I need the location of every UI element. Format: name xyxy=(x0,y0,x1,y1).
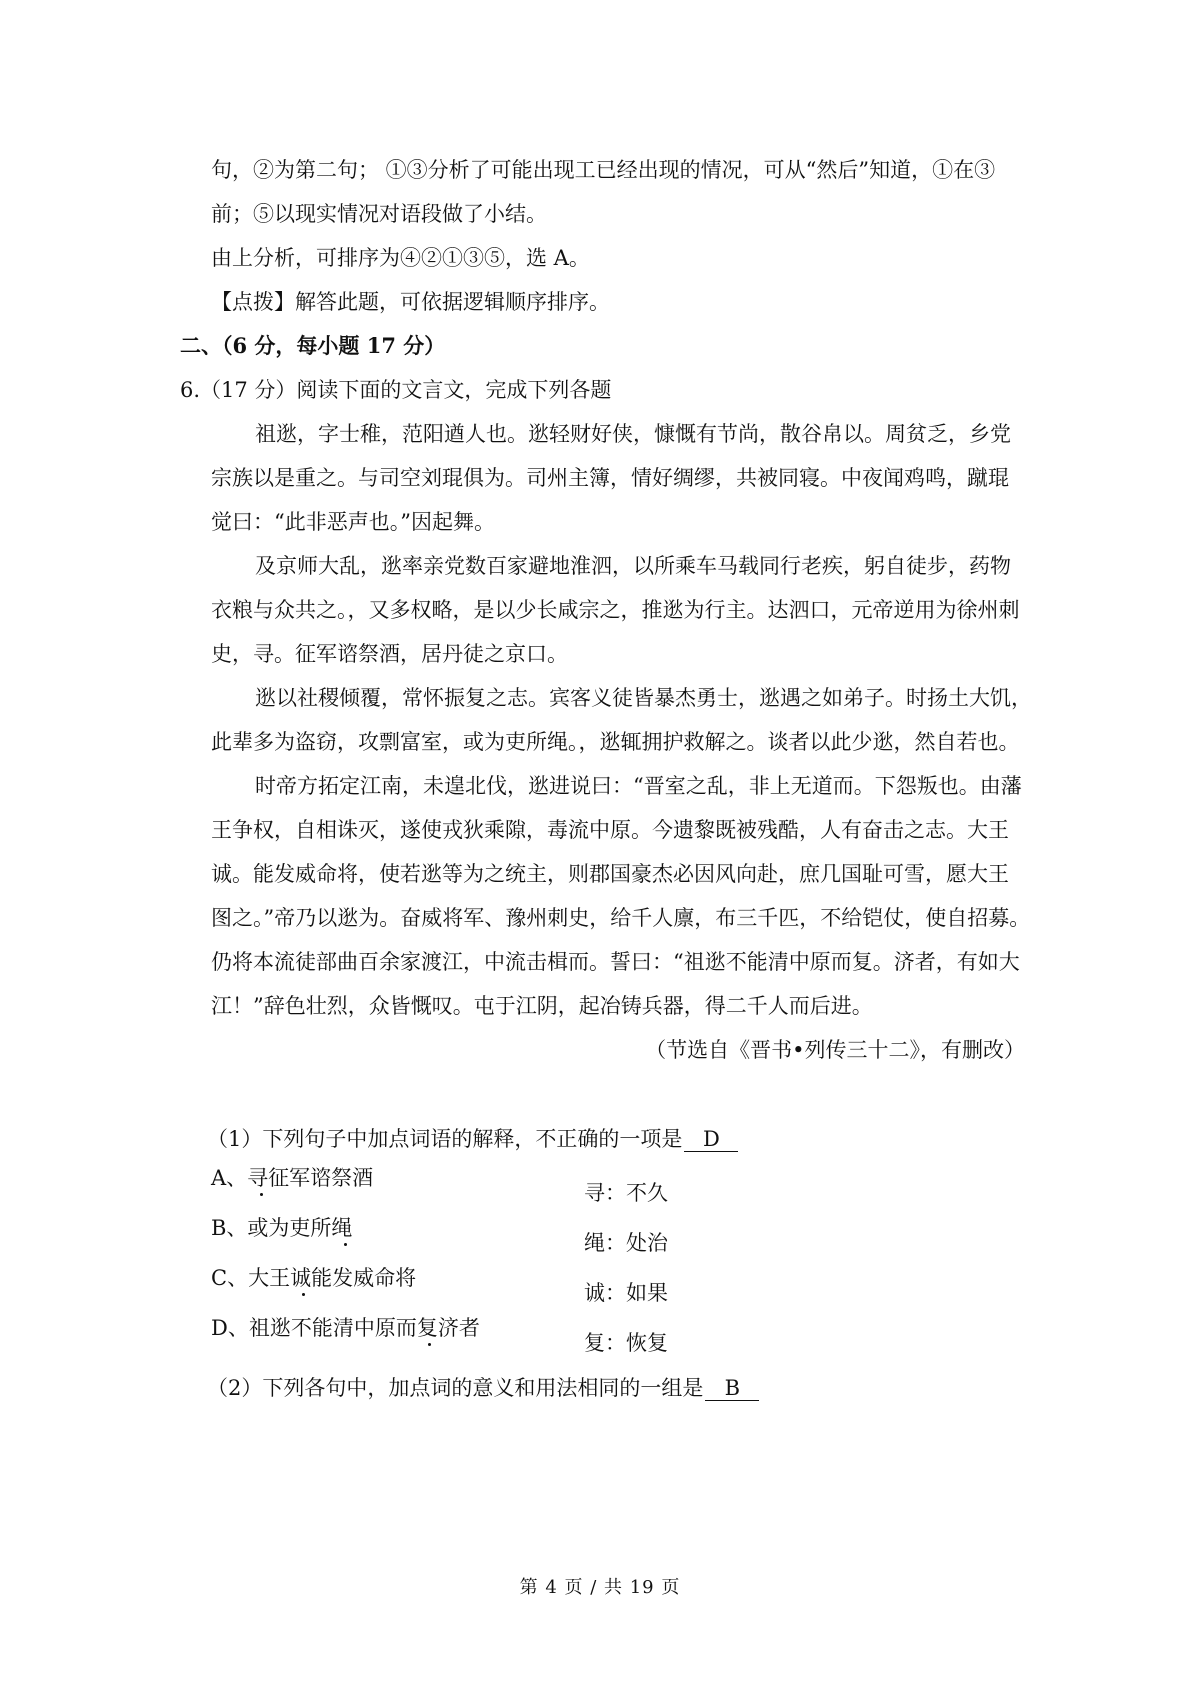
answer-blank-2: B xyxy=(705,1376,759,1401)
option-a-sentence: A、寻征军谘祭酒 xyxy=(211,1166,374,1190)
passage-source: （节选自《晋书•列传三十二》，有删改） xyxy=(645,1038,1025,1062)
passage-line: 觉曰：“此非恶声也。”因起舞。 xyxy=(211,510,495,534)
passage-line: 史，寻。征军谘祭酒，居丹徒之京口。 xyxy=(211,642,568,666)
sub-question-2-prompt xyxy=(207,1373,1027,1403)
answer-blank-1: D xyxy=(684,1127,738,1152)
passage-line: 及京师大乱，逖率亲党数百家避地淮泗，以所乘车马载同行老疾，躬自徒步，药物 xyxy=(255,554,1011,578)
page-footer: 第 4 页 / 共 19 页 xyxy=(519,1577,681,1598)
emphasis-dot xyxy=(302,1293,305,1296)
passage-line: 衣粮与众共之。，又多权略，是以少长咸宗之，推逖为行主。达泗口，元帝逆用为徐州刺 xyxy=(211,598,1020,622)
tip-line: 【点拨】解答此题，可依据逻辑顺序排序。 xyxy=(211,290,610,314)
passage-line: 江！”辞色壮烈，众皆慨叹。屯于江阴，起冶铸兵器，得二千人而后进。 xyxy=(211,994,873,1018)
passage-line: 宗族以是重之。与司空刘琨俱为。司州主簿，情好绸缪，共被同寝。中夜闻鸡鸣，蹴琨 xyxy=(211,466,1009,490)
analysis-line-2: 前；⑤以现实情况对语段做了小结。 xyxy=(211,202,547,226)
option-a-explanation: 寻：不久 xyxy=(584,1181,668,1205)
option-b-sentence: B、或为吏所绳 xyxy=(211,1216,353,1240)
option-c-explanation: 诚：如果 xyxy=(584,1281,668,1305)
passage-line: 逖以社稷倾覆，常怀振复之志。宾客义徒皆暴杰勇士，逖遇之如弟子。时扬土大饥， xyxy=(255,686,1032,710)
option-d-explanation: 复：恢复 xyxy=(584,1331,668,1355)
passage-line: 图之。”帝乃以逖为。奋威将军、豫州刺史，给千人廪，布三千匹，不给铠仗，使自招募。 xyxy=(211,906,1031,930)
emphasis-dot xyxy=(260,1193,263,1196)
sub-question-1-prompt xyxy=(207,1124,1027,1154)
option-d-sentence: D、祖逖不能清中原而复济者 xyxy=(211,1316,480,1340)
analysis-line-3: 由上分析，可排序为④②①③⑤，选 A。 xyxy=(211,246,590,270)
sub-question-2-text: （2）下列各句中，加点词的意义和用法相同的一组是 xyxy=(207,1376,704,1400)
section-heading: 二、（6 分，每小题 17 分） xyxy=(180,333,446,358)
emphasis-dot xyxy=(344,1243,347,1246)
passage-line: 祖逖，字士稚，范阳遒人也。逖轻财好侠，慷慨有节尚，散谷帛以。周贫乏，乡党 xyxy=(255,422,1011,446)
sub-question-1-text: （1）下列句子中加点词语的解释，不正确的一项是 xyxy=(207,1127,683,1151)
passage-line: 仍将本流徒部曲百余家渡江，中流击楫而。誓曰：“祖逖不能清中原而复。济者，有如大 xyxy=(211,950,1020,974)
passage-line: 诚。能发威命将，使若逖等为之统主，则郡国豪杰必因风向赴，庶几国耻可雪，愿大王 xyxy=(211,862,1009,886)
passage-line: 王争权，自相诛灭，遂使戎狄乘隙，毒流中原。今遗黎既被残酷，人有奋击之志。大王 xyxy=(211,818,1009,842)
passage-line: 此辈多为盗窃，攻剽富室，或为吏所绳。，逖辄拥护救解之。谈者以此少逖，然自若也。 xyxy=(211,730,1020,754)
analysis-line-1: 句，②为第二句； ①③分析了可能出现工已经出现的情况，可从“然后”知道，①在③ xyxy=(211,158,996,182)
question-stem: 6.（17 分）阅读下面的文言文，完成下列各题 xyxy=(180,378,612,402)
option-b-explanation: 绳：处治 xyxy=(584,1231,668,1255)
emphasis-dot xyxy=(428,1343,431,1346)
passage-line: 时帝方拓定江南，未遑北伐，逖进说曰：“晋室之乱，非上无道而。下怨叛也。由藩 xyxy=(255,774,1022,798)
option-c-sentence: C、大王诚能发威命将 xyxy=(211,1266,417,1290)
